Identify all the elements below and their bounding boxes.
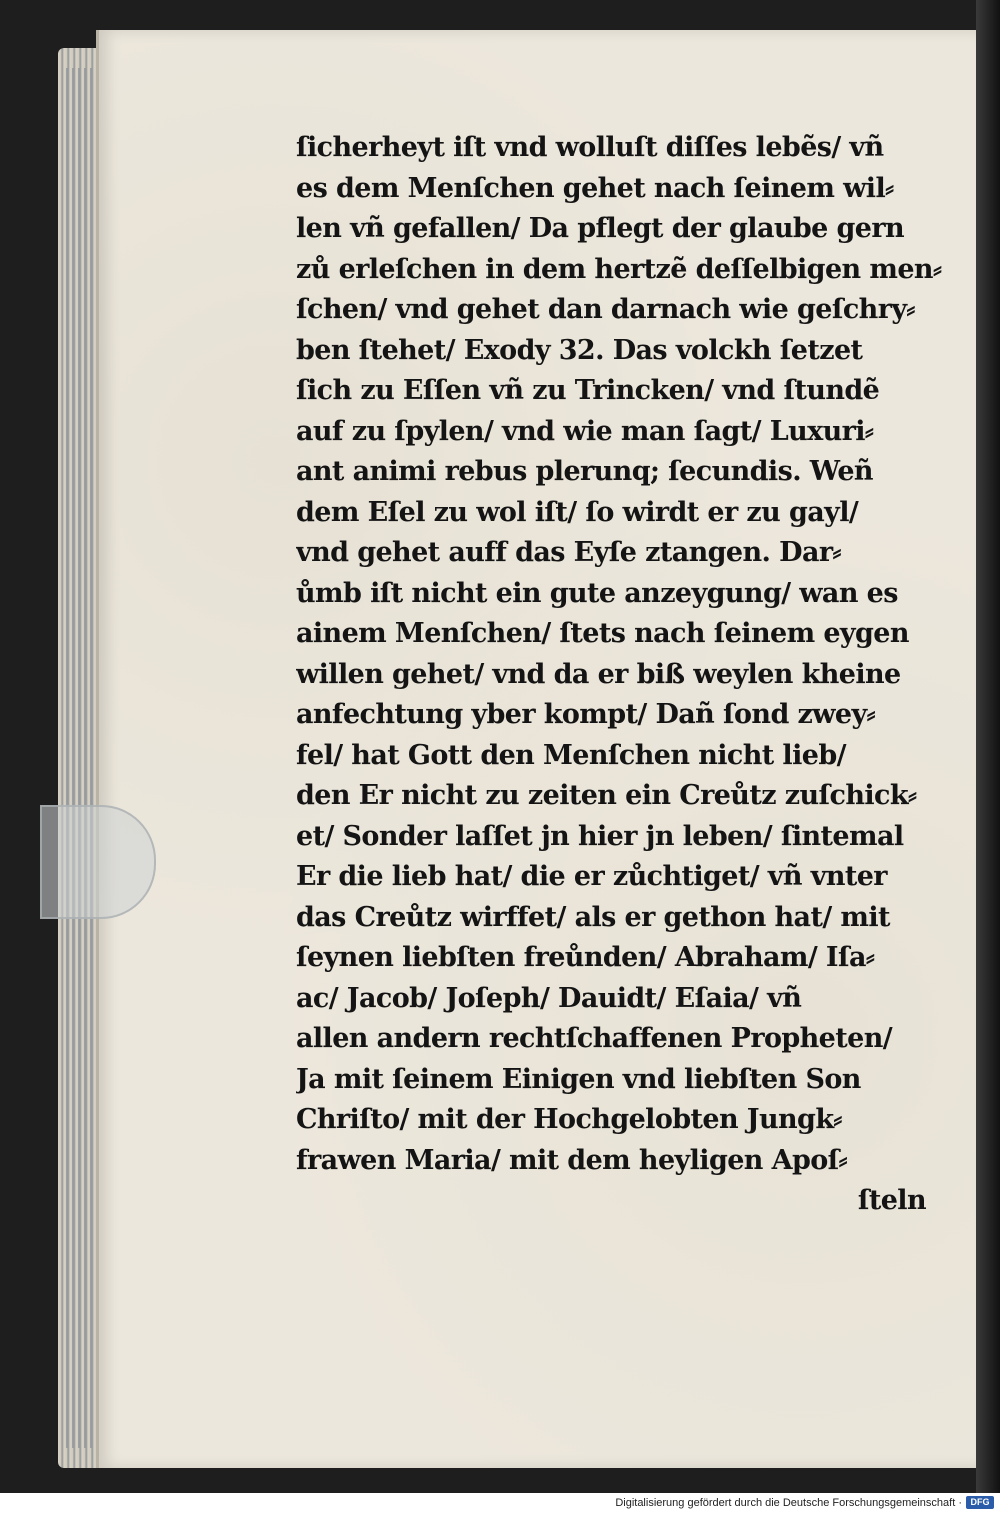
text-line: zů erleſchen in dem hertzẽ deſſelbigen men⸗ (296, 253, 942, 285)
text-line: den Er nicht zu zeiten ein Creůtz zuſchick⸗ (296, 780, 917, 811)
text-line: Er die lieb hat/ die er zůchtiget/ vñ vnter (296, 861, 887, 892)
text-line: es dem Menſchen gehet nach ſeinem wil⸗ (296, 172, 894, 204)
text-line: len vñ gefallen/ Da pflegt der glaube gern (296, 213, 905, 244)
text-line: ac/ Jacob/ Joſeph/ Dauidt/ Eſaia/ vñ (296, 982, 802, 1014)
text-line: allen andern rechtſchaffenen Propheten/ (296, 1023, 892, 1054)
text-line: ben ſtehet/ Exody 32. Das volckh ſetzet (296, 334, 863, 366)
clip-tab (40, 805, 156, 919)
text-line: ſeynen liebſten freůnden/ Abraham/ Iſa⸗ (296, 942, 875, 973)
text-line: Chriſto/ mit der Hochgelobten Jungk⸗ (296, 1104, 842, 1135)
text-line: ſchen/ vnd gehet dan darnach wie geſchry⸗ (296, 294, 915, 325)
text-line: anfechtung yber kompt/ Dañ ſond zwey⸗ (296, 699, 875, 730)
text-line: willen gehet/ vnd da er biß weylen kheine (296, 658, 901, 690)
text-line: ſicherheyt iſt vnd wolluſt diſſes lebẽs/ vñ (296, 132, 884, 163)
text-line: ůmb iſt nicht ein gute anzeygung/ wan es (296, 577, 898, 609)
text-line: auf zu ſpylen/ vnd wie man ſagt/ Luxuri⸗ (296, 415, 874, 447)
text-line: frawen Maria/ mit dem heyligen Apoſ⸗ (296, 1144, 848, 1176)
funding-credit: Digitalisierung gefördert durch die Deutsche Forschungsgemeinschaft · (615, 1497, 962, 1509)
text-line: ſich zu Eſſen vñ zu Trincken/ vnd ſtundẽ (296, 375, 880, 406)
text-line: et/ Sonder laſſet jn hier jn leben/ ſintemal (296, 820, 904, 852)
page-text-block (296, 128, 946, 1222)
text-line: fel/ hat Gott den Menſchen nicht lieb/ (296, 739, 846, 771)
text-line: ainem Menſchen/ ſtets nach ſeinem eygen (296, 618, 909, 649)
text-line: ant animi rebus plerunq; ſecundis. Weñ (296, 456, 873, 487)
dfg-logo-icon: DFG (966, 1496, 994, 1509)
text-line: das Creůtz wirffet/ als er gethon hat/ mit (296, 901, 890, 933)
catchword: ſteln (857, 1185, 926, 1216)
text-line: dem Eſel zu wol iſt/ ſo wirdt er zu gayl/ (296, 496, 859, 528)
text-line: vnd gehet auff das Eyſe ztangen. Dar⸗ (296, 537, 841, 568)
page-gutter-shadow (976, 0, 1000, 1493)
text-line: Ja mit ſeinem Einigen vnd liebſten Son (296, 1063, 861, 1095)
